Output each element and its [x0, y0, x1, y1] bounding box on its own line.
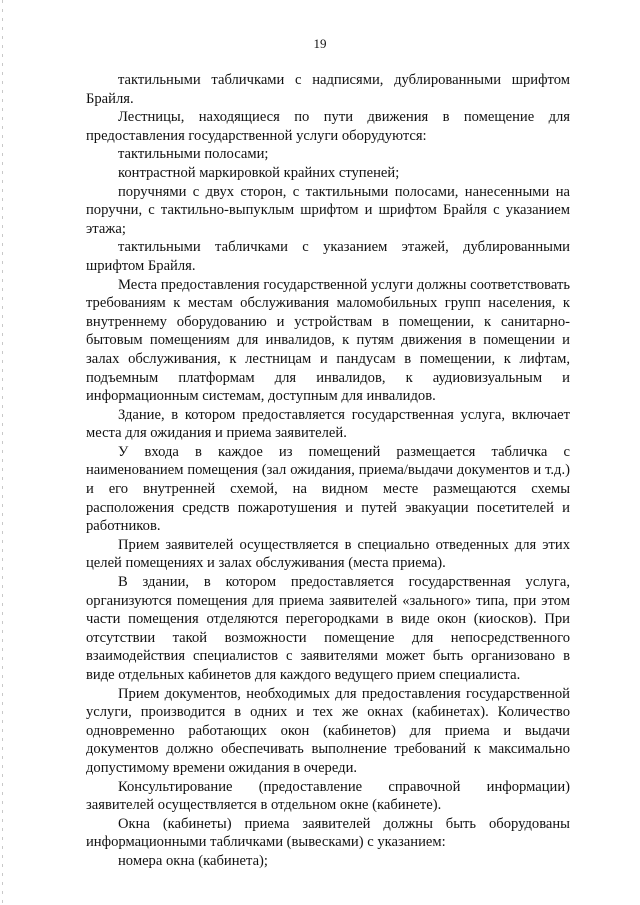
paragraph: Прием заявителей осуществляется в специально отведенных для этих целей помещениях и залах обслуживания (места приема). — [86, 536, 570, 572]
paragraph: Здание, в котором предоставляется государственная услуга, включает места для ожидания и приема заявителей. — [86, 406, 570, 442]
document-body — [86, 71, 570, 871]
paragraph: номера окна (кабинета); — [118, 852, 268, 869]
paragraph: Прием документов, необходимых для предоставления государственной услуги, производится в одних и тех же окнах (кабинетах). Количество одновременно работающих окон (кабинетов) для приема и выдачи документов должно обеспечивать выполнение требований к максимально допустимому времени ожидания в очереди. — [86, 685, 570, 776]
paragraph: В здании, в котором предоставляется государственная услуга, организуются помещения для приема заявителей «зального» типа, при этом части помещения отделяются перегородками в виде окон (киосков). При отсутствии такой возможности помещение для непосредственного взаимодействия специалистов с заявителями может быть организовано в виде отдельных кабинетов для каждого ведущего прием специалиста. — [86, 574, 570, 683]
paragraph: У входа в каждое из помещений размещается табличка с наименованием помещения (зал ожидания, приема/выдачи документов и т.д.) и его внутренней схемой, на видном месте размещаются схемы расположения средств пожаротушения и путей эвакуации посетителей и работников. — [86, 443, 570, 535]
paragraph: тактильными полосами; — [118, 146, 269, 163]
scan-edge-line — [2, 0, 3, 905]
paragraph: тактильными табличками с указанием этажей, дублированными шрифтом Брайля. — [86, 239, 570, 274]
paragraph: Лестницы, находящиеся по пути движения в помещение для предоставления государственной услуги оборудуются: — [86, 109, 570, 144]
paragraph: Места предоставления государственной услуги должны соответствовать требованиям к местам обслуживания маломобильных групп населения, к внутреннему оборудованию и устройствам в помещении, к санитарно-бытовым помещениям для инвалидов, к путям движения в помещении и залах обслуживания, к лестницам и пандусам в помещении, к лифтам, подъемным платформам для инвалидов, к аудиовизуальным и информационным системам, доступным для инвалидов. — [86, 276, 570, 405]
paragraph: Окна (кабинеты) приема заявителей должны быть оборудованы информационными табличками (вывесками) с указанием: — [86, 815, 570, 851]
paragraph: поручнями с двух сторон, с тактильными полосами, нанесенными на поручни, с тактильно-выпуклым шрифтом и шрифтом Брайля с указанием этажа; — [86, 183, 570, 237]
page-number: 19 — [313, 36, 327, 51]
paragraph: контрастной маркировкой крайних ступеней; — [118, 164, 400, 181]
paragraph: тактильными табличками с надписями, дублированными шрифтом Брайля. — [86, 72, 570, 107]
paragraph: Консультирование (предоставление справочной информации) заявителей осуществляется в отдельном окне (кабинете). — [86, 778, 570, 814]
